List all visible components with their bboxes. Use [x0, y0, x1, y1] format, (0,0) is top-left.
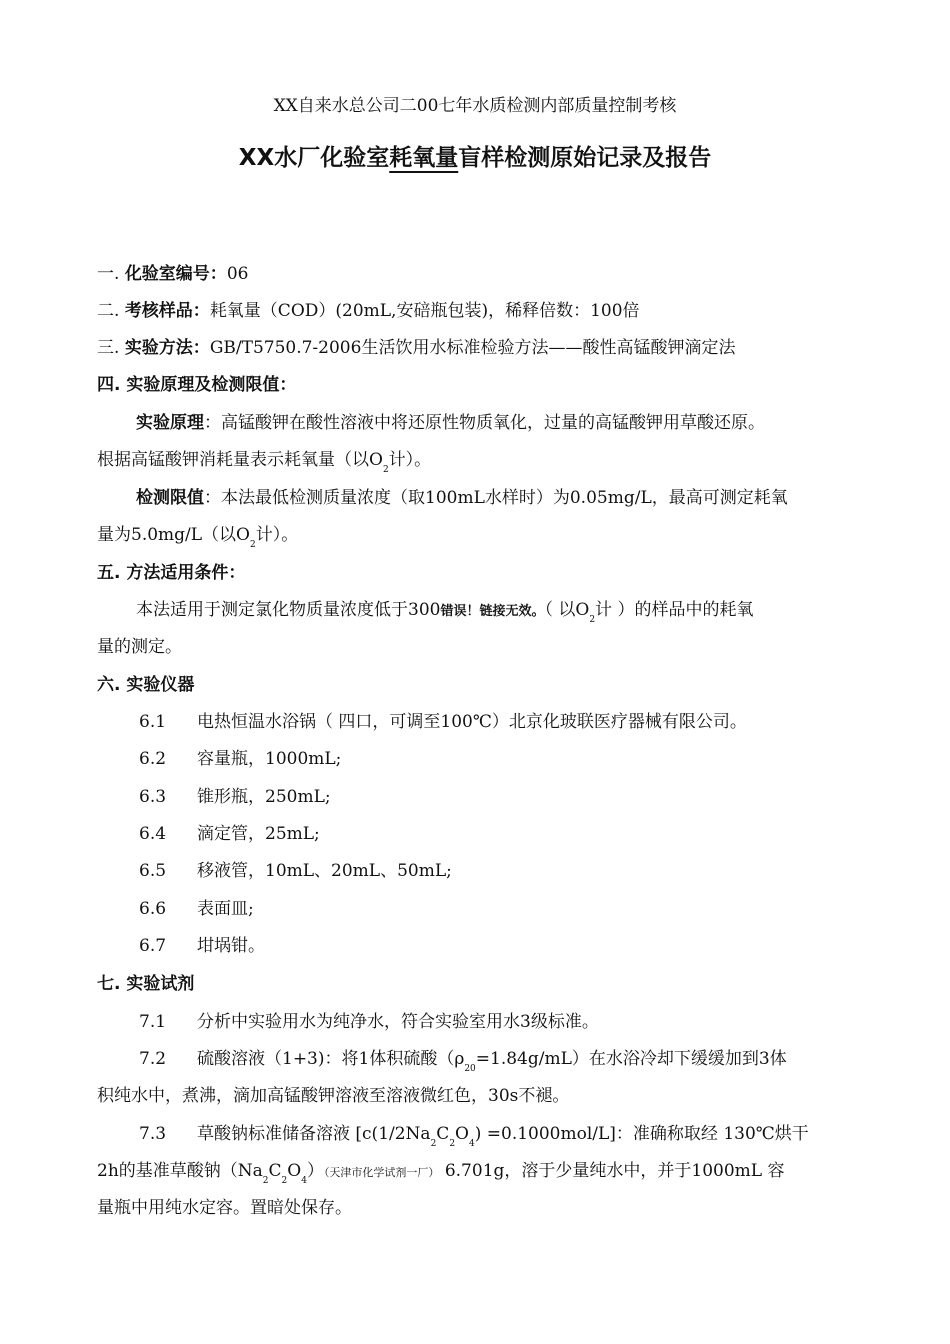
principle-text: 根据高锰酸钾消耗量表示耗氧量（以O — [97, 450, 383, 470]
principle-line-2 — [97, 448, 431, 482]
item-text: C — [436, 1124, 450, 1144]
item-text: 6.701g，溶于少量纯水中，并于1000mL 容 — [439, 1161, 785, 1181]
item-text: =1.84g/mL）在水浴冷却下缓缓加到3体 — [475, 1049, 787, 1069]
principle-label: 实验原理 — [136, 413, 204, 433]
principle-line-1 — [136, 411, 765, 435]
section-heading-reagents: 七. 实验试剂 — [97, 974, 195, 994]
section-number: 三. — [97, 338, 120, 358]
item-text: 移液管，10mL、20mL、50mL; — [197, 861, 452, 881]
item-number: 6.6 — [139, 899, 167, 919]
item-text: 电热恒温水浴锅（ 四口，可调至100℃）北京化玻联医疗器械有限公司。 — [197, 712, 747, 732]
conditions-text: 计 ）的样品中的耗氧 — [595, 600, 754, 620]
item-number: 7.1 — [139, 1012, 167, 1032]
title-prefix: XX水厂化验室 — [238, 145, 390, 171]
reagent-item-7-2 — [139, 1047, 787, 1081]
limit-text: 量为5.0mg/L（以O — [97, 525, 250, 545]
section-heading-principle: 四. 实验原理及检测限值： — [97, 375, 297, 395]
subscript: 20 — [464, 1064, 476, 1074]
item-number: 6.5 — [139, 861, 167, 881]
item-number: 6.4 — [139, 824, 167, 844]
field-value: 06 — [226, 264, 249, 284]
section-number: 二. — [97, 301, 120, 321]
reagent-item-7-1 — [139, 1010, 599, 1034]
subscript: 2 — [430, 1139, 437, 1149]
item-text: ) =0.1000mol/L]：准确称取经 130℃烘干 — [474, 1124, 809, 1144]
conditions-text: 本法适用于测定氯化物质量浓度低于300 — [136, 600, 441, 620]
item-text: 分析中实验用水为纯净水，符合实验室用水3级标准。 — [197, 1012, 599, 1032]
conditions-text: （ 以O — [544, 600, 590, 620]
principle-text: ：高锰酸钾在酸性溶液中将还原性物质氧化，过量的高锰酸钾用草酸还原。 — [204, 413, 765, 433]
item-text: 2h的基准草酸钠（Na — [97, 1161, 263, 1181]
item-text: O — [287, 1161, 302, 1181]
subscript: 2 — [281, 1176, 288, 1186]
limit-text: ：本法最低检测质量浓度（取100mL水样时）为0.05mg/L，最高可测定耗氧 — [204, 488, 788, 508]
instrument-item — [139, 859, 452, 883]
item-text: 硫酸溶液（1+3)：将1体积硫酸（ρ — [197, 1049, 465, 1069]
title-suffix: 盲样检测原始记录及报告 — [458, 145, 712, 171]
item-number: 6.2 — [139, 749, 167, 769]
item-number: 6.3 — [139, 787, 167, 807]
item-number: 6.1 — [139, 712, 167, 732]
section-heading-instruments: 六. 实验仪器 — [97, 675, 195, 695]
reagent-item-7-3-cont — [97, 1159, 784, 1193]
limit-line-1 — [136, 486, 788, 510]
item-number: 7.2 — [139, 1049, 167, 1069]
title-test-item: 耗氧量 — [389, 145, 459, 171]
item-text: 容量瓶，1000mL; — [197, 749, 342, 769]
section-method — [97, 336, 735, 360]
instrument-item — [139, 822, 320, 846]
supplier-note: （天津市化学试剂一厂） — [323, 1166, 440, 1179]
subscript: 2 — [382, 465, 389, 475]
section-lab-number — [97, 262, 248, 286]
document-title — [0, 146, 950, 170]
field-value: 耗氧量（COD）(20mL,安碚瓶包装)，稀释倍数：100倍 — [209, 301, 640, 321]
instrument-item — [139, 897, 254, 921]
field-label: 考核样品： — [124, 301, 210, 321]
instrument-item — [139, 710, 747, 734]
item-text: C — [268, 1161, 282, 1181]
item-text: 坩埚钳。 — [197, 936, 265, 956]
reagent-item-7-2-cont: 积纯水中，煮沸，滴加高锰酸钾溶液至溶液微红色，30s不褪。 — [97, 1086, 570, 1106]
instrument-item — [139, 785, 331, 809]
field-label: 化验室编号： — [124, 264, 227, 284]
section-number: 一. — [97, 264, 120, 284]
subscript: 2 — [262, 1176, 269, 1186]
item-text: 锥形瓶，250mL; — [197, 787, 331, 807]
broken-link-text: 错误！链接无效。 — [440, 604, 545, 619]
subscript: 4 — [301, 1176, 307, 1186]
item-text: O — [455, 1124, 469, 1144]
subscript: 2 — [449, 1139, 456, 1149]
section-sample — [97, 299, 640, 323]
section-heading-conditions: 五. 方法适用条件： — [97, 563, 246, 583]
item-text: 表面皿; — [197, 899, 254, 919]
reagent-item-7-3-cont-2: 量瓶中用纯水定容。置暗处保存。 — [97, 1198, 352, 1218]
limit-text: 计）。 — [255, 525, 299, 545]
item-text: ） — [306, 1161, 324, 1181]
limit-label: 检测限值 — [136, 488, 204, 508]
limit-line-2 — [97, 523, 298, 557]
field-value: GB/T5750.7-2006生活饮用水标准检验方法——酸性高锰酸钾滴定法 — [209, 338, 736, 358]
subscript: 2 — [589, 615, 596, 625]
instrument-item — [139, 934, 265, 958]
subscript: 2 — [250, 540, 256, 550]
item-number: 7.3 — [139, 1124, 167, 1144]
instrument-item — [139, 747, 341, 771]
item-text: 草酸钠标准储备溶液 [c(1/2Na — [197, 1124, 431, 1144]
subscript: 4 — [468, 1139, 475, 1149]
conditions-line-1 — [136, 598, 753, 632]
item-number: 6.7 — [139, 936, 167, 956]
field-label: 实验方法： — [124, 338, 210, 358]
document-subtitle: XX自来水总公司二00七年水质检测内部质量控制考核 — [273, 96, 677, 116]
item-text: 滴定管，25mL; — [197, 824, 320, 844]
reagent-item-7-3 — [139, 1122, 809, 1156]
principle-text: 计）。 — [388, 450, 432, 470]
conditions-line-2: 量的测定。 — [97, 637, 182, 657]
